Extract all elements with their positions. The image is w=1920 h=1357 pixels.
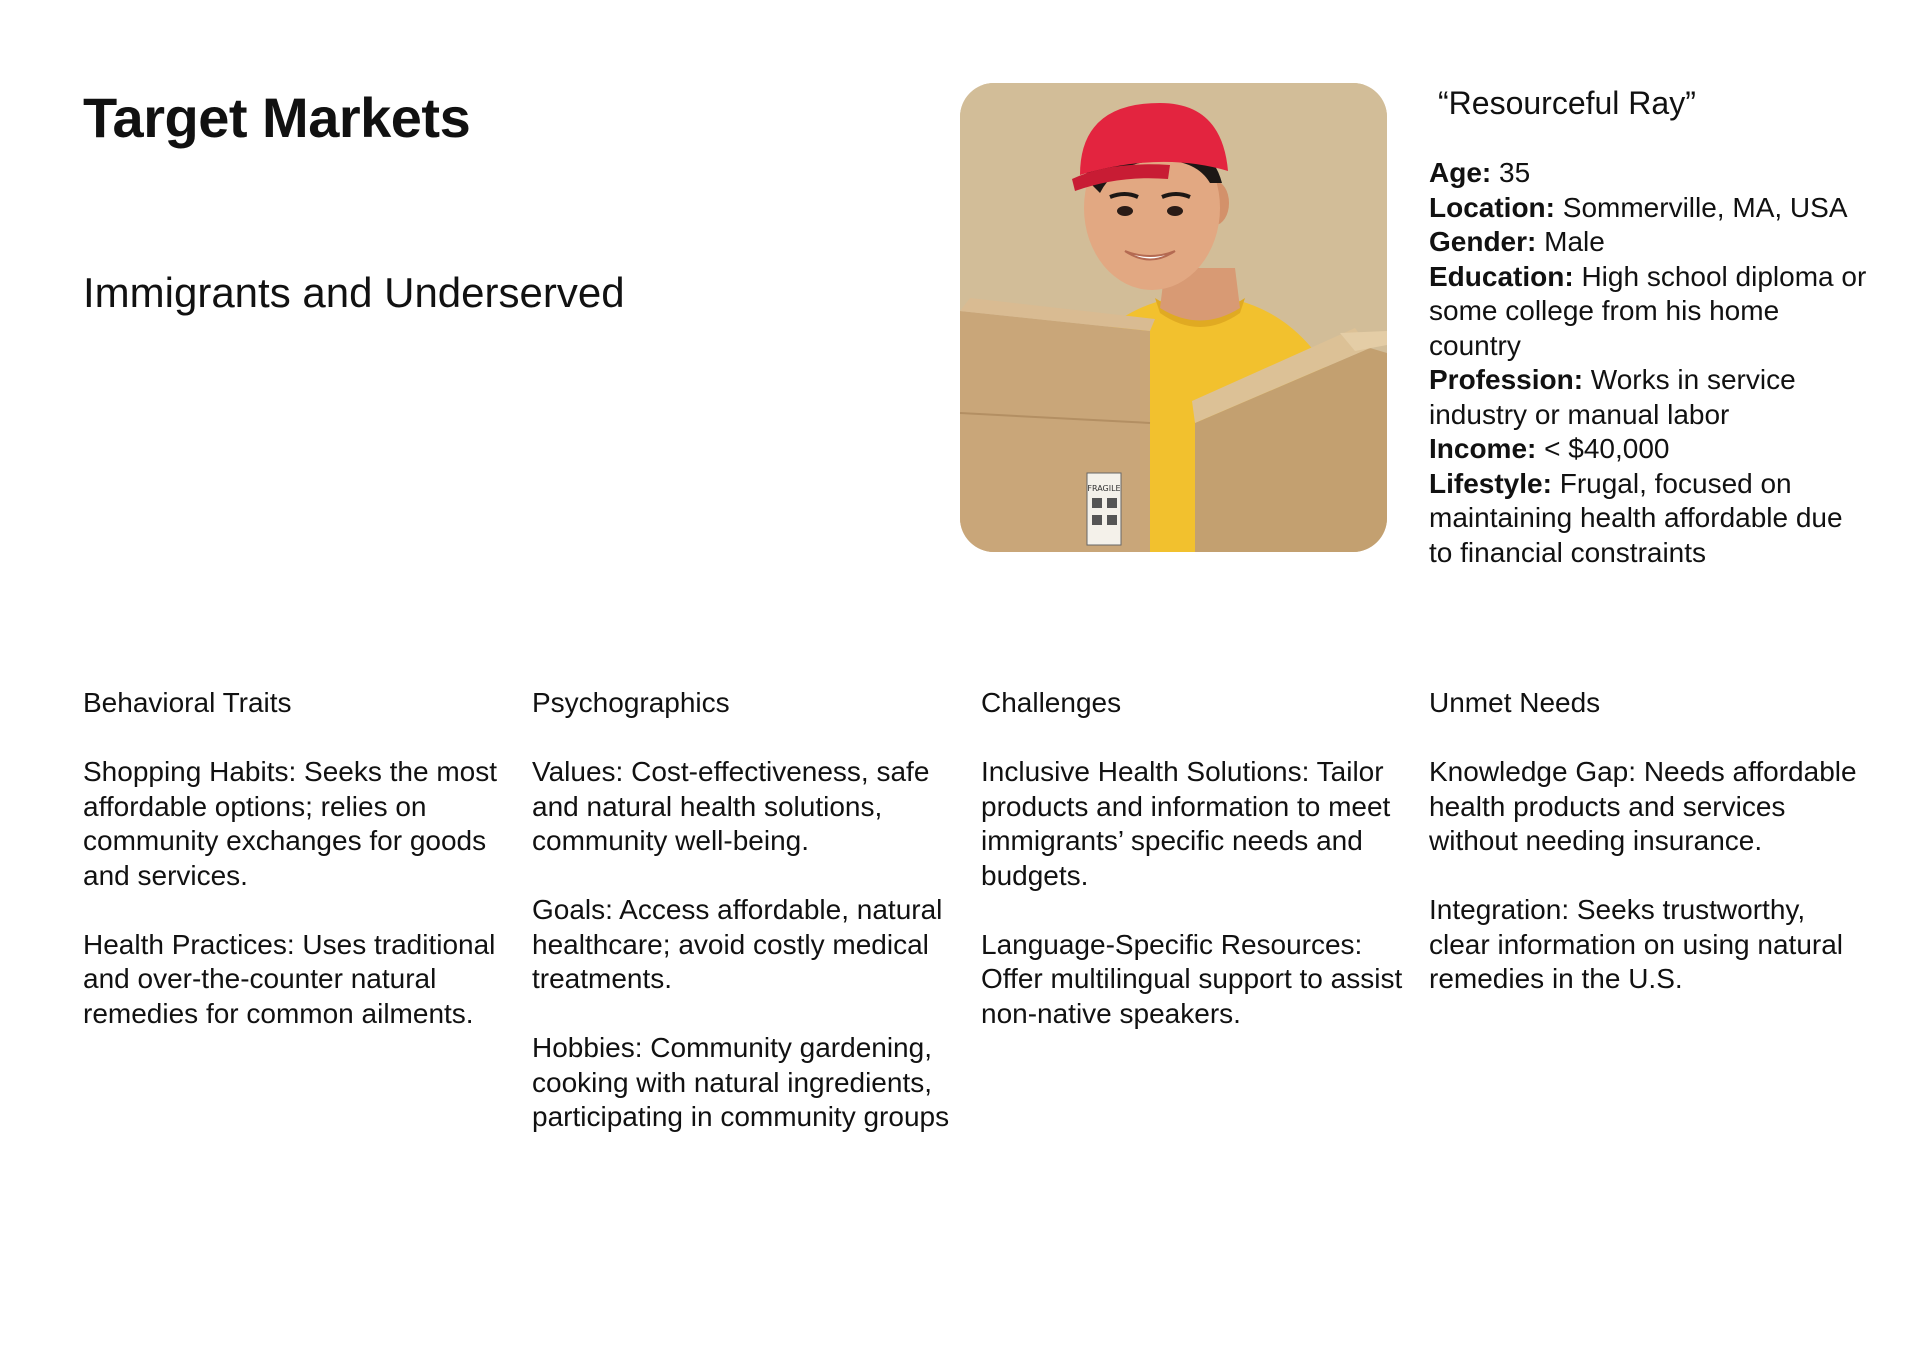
- section-paragraph: Knowledge Gap: Needs affordable health products and services without needing insurance.: [1429, 756, 1857, 856]
- section-paragraph: Language-Specific Resources: Offer multilingual support to assist non-native speakers.: [981, 928, 1403, 1029]
- detail-income: [1429, 432, 1869, 467]
- section-paragraph: Health Practices: Uses traditional and over-the-counter natural remedies for common ailments.: [83, 928, 496, 1029]
- detail-key: Gender:: [1429, 226, 1537, 257]
- detail-value: Male: [1536, 226, 1605, 257]
- section-paragraph: Integration: Seeks trustworthy, clear information on using natural remedies in the U.S.: [1429, 894, 1844, 994]
- detail-location: [1429, 191, 1869, 226]
- section-paragraph: Values: Cost-effectiveness, safe and natural health solutions, community well-being.: [532, 756, 930, 856]
- detail-value: Works in service industry or manual labor: [1429, 364, 1796, 430]
- persona-photo: [960, 83, 1387, 552]
- section-paragraph: Inclusive Health Solutions: Tailor products and information to meet immigrants’ specific needs and budgets.: [981, 756, 1391, 891]
- page-title: Target Markets: [83, 86, 471, 149]
- detail-gender: [1429, 225, 1869, 260]
- section-behavioral-traits: [83, 686, 523, 1066]
- detail-key: Profession:: [1429, 364, 1584, 395]
- detail-value: < $40,000: [1536, 433, 1670, 464]
- section-paragraph: Goals: Access affordable, natural healthcare; avoid costly medical treatments.: [532, 894, 943, 994]
- section-psychographics: [532, 686, 972, 1169]
- section-heading: Behavioral Traits: [83, 687, 292, 718]
- persona-name: “Resourceful Ray”: [1438, 85, 1696, 121]
- persona-details: [1429, 156, 1869, 570]
- detail-key: Age:: [1429, 157, 1492, 188]
- detail-key: Income:: [1429, 433, 1537, 464]
- detail-key: Education:: [1429, 260, 1574, 292]
- page-subtitle: Immigrants and Underserved: [83, 269, 625, 316]
- detail-profession: [1429, 363, 1869, 432]
- detail-value: Frugal, focused on maintaining health affordable due to financial constraints: [1429, 467, 1843, 568]
- detail-value: 35: [1491, 157, 1531, 188]
- section-unmet-needs: [1429, 686, 1869, 1031]
- svg-text:FRAGILE: FRAGILE: [1087, 484, 1121, 493]
- detail-key: Lifestyle:: [1429, 467, 1552, 499]
- section-challenges: [981, 686, 1421, 1066]
- detail-value: Sommerville, MA, USA: [1555, 191, 1848, 223]
- detail-age: [1429, 156, 1869, 191]
- section-heading: Unmet Needs: [1429, 687, 1601, 718]
- section-heading: Psychographics: [532, 687, 730, 718]
- section-paragraph: Shopping Habits: Seeks the most affordable options; relies on community exchanges for goods and services.: [83, 756, 498, 891]
- detail-education: [1429, 260, 1869, 364]
- detail-value: High school diploma or some college from his home country: [1429, 260, 1867, 361]
- section-paragraph: Hobbies: Community gardening, cooking with natural ingredients, participating in community groups: [532, 1032, 950, 1132]
- detail-lifestyle: [1429, 467, 1869, 571]
- section-heading: Challenges: [981, 687, 1122, 718]
- detail-key: Location:: [1429, 191, 1555, 223]
